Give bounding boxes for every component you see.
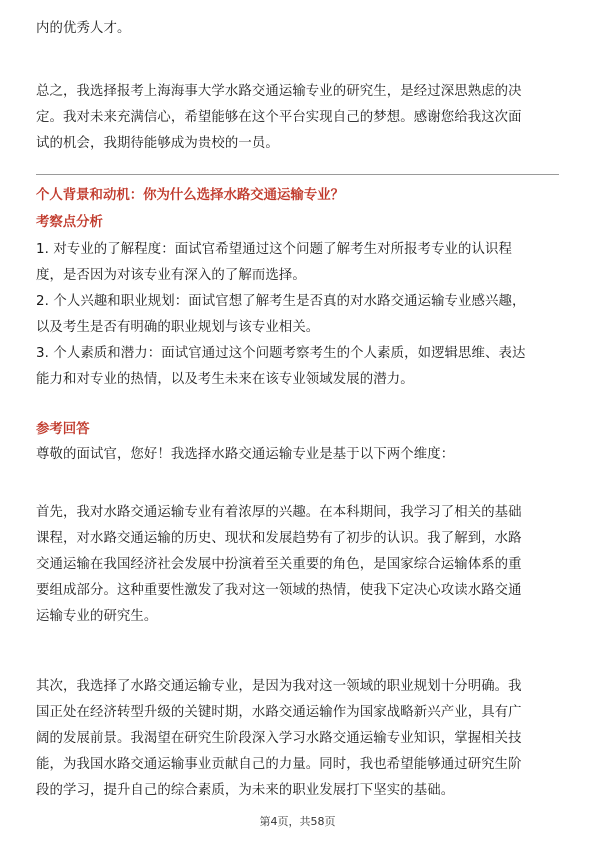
- text-line: 定。我对未来充满信心，希望能够在这个平台实现自己的梦想。感谢您给我这次面: [36, 110, 522, 125]
- text-line: 要组成部分。这种重要性激发了我对这一领域的热情，使我下定决心攻读水路交通: [36, 583, 522, 598]
- text-line: 1. 对专业的了解程度：面试官希望通过这个问题了解考生对所报考专业的认识程: [36, 242, 513, 257]
- text-line: 首先，我对水路交通运输专业有着浓厚的兴趣。在本科期间，我学习了相关的基础: [36, 505, 522, 520]
- answer-intro: [36, 442, 559, 468]
- analysis-points: [36, 237, 559, 393]
- answer-heading: 参考回答: [36, 422, 90, 437]
- text-line: 尊敬的面试官，您好！我选择水路交通运输专业是基于以下两个维度：: [36, 447, 455, 462]
- conclusion-paragraph: [36, 79, 559, 157]
- text-line: 段的学习，提升自己的综合素质，为未来的职业发展打下坚实的基础。: [36, 783, 455, 798]
- text-line: 国正处在经济转型升级的关键时期，水路交通运输作为国家战略新兴产业，具有广: [36, 705, 522, 720]
- answer-paragraph-2: [36, 674, 559, 804]
- text-line: 总之，我选择报考上海海事大学水路交通运输专业的研究生，是经过深思熟虑的决: [36, 84, 522, 99]
- text-line: 试的机会，我期待能够成为贵校的一员。: [36, 136, 279, 151]
- text-line: 运输专业的研究生。: [36, 609, 158, 624]
- text-line: 度，是否因为对该专业有深入的了解而选择。: [36, 268, 306, 283]
- text-line: 能力和对专业的热情，以及考生未来在该专业领域发展的潜力。: [36, 372, 414, 387]
- text-line: 其次，我选择了水路交通运输专业，是因为我对这一领域的职业规划十分明确。我: [36, 679, 522, 694]
- text-line: 交通运输在我国经济社会发展中扮演着至关重要的角色，是国家综合运输体系的重: [36, 557, 522, 572]
- text-line: 3. 个人素质和潜力：面试官通过这个问题考察考生的个人素质，如逻辑思维、表达: [36, 346, 526, 361]
- text-line: 以及考生是否有明确的职业规划与该专业相关。: [36, 320, 320, 335]
- answer-paragraph-1: [36, 500, 559, 630]
- text-line: 阔的发展前景。我渴望在研究生阶段深入学习水路交通运输专业知识，掌握相关技: [36, 731, 522, 746]
- page-number: 第4页，共58页: [259, 815, 336, 828]
- section-divider: [36, 174, 559, 175]
- text-line: 2. 个人兴趣和职业规划：面试官想了解考生是否真的对水路交通运输专业感兴趣，: [36, 294, 526, 309]
- text-line: 内的优秀人才。: [36, 21, 131, 36]
- text-line: 能，为我国水路交通运输事业贡献自己的力量。同时，我也希望能够通过研究生阶: [36, 757, 522, 772]
- question-title: 个人背景和动机：你为什么选择水路交通运输专业？: [36, 188, 344, 203]
- analysis-heading: 考察点分析: [36, 215, 103, 230]
- text-line: 课程，对水路交通运输的历史、现状和发展趋势有了初步的认识。我了解到，水路: [36, 531, 522, 546]
- continued-paragraph: [36, 16, 559, 42]
